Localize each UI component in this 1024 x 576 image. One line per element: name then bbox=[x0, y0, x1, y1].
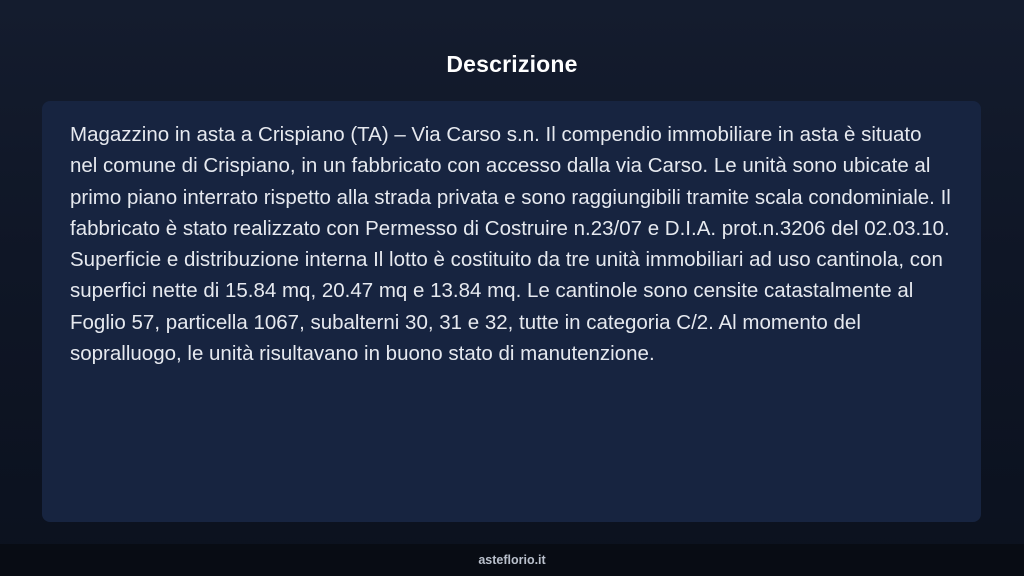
page-title: Descrizione bbox=[446, 51, 578, 77]
footer-site-label: asteflorio.it bbox=[478, 553, 546, 567]
description-text: Magazzino in asta a Crispiano (TA) – Via Carso s.n. Il compendio immobiliare in asta è situato nel comune di Crispiano, in un fabbricato con accesso dalla via Carso. Le unità sono ubicate al primo piano interrato rispetto alla strada privata e sono raggiungibili tramite scala condominiale. Il fabbricato è stato realizzato con Permesso di Costruire n.23/07 e D.I.A. prot.n.3206 del 02.03.10. Superficie e distribuzione interna Il lotto è costituito da tre unità immobiliari ad uso cantinola, con superfici nette di 15.84 mq, 20.47 mq e 13.84 mq. Le cantinole sono censite catastalmente al Foglio 57, particella 1067, subalterni 30, 31 e 32, tutte in categoria C/2. Al momento del sopralluogo, le unità risultavano in buono stato di manutenzione. bbox=[70, 123, 951, 366]
footer-bar bbox=[0, 544, 1024, 576]
description-card bbox=[42, 101, 981, 522]
